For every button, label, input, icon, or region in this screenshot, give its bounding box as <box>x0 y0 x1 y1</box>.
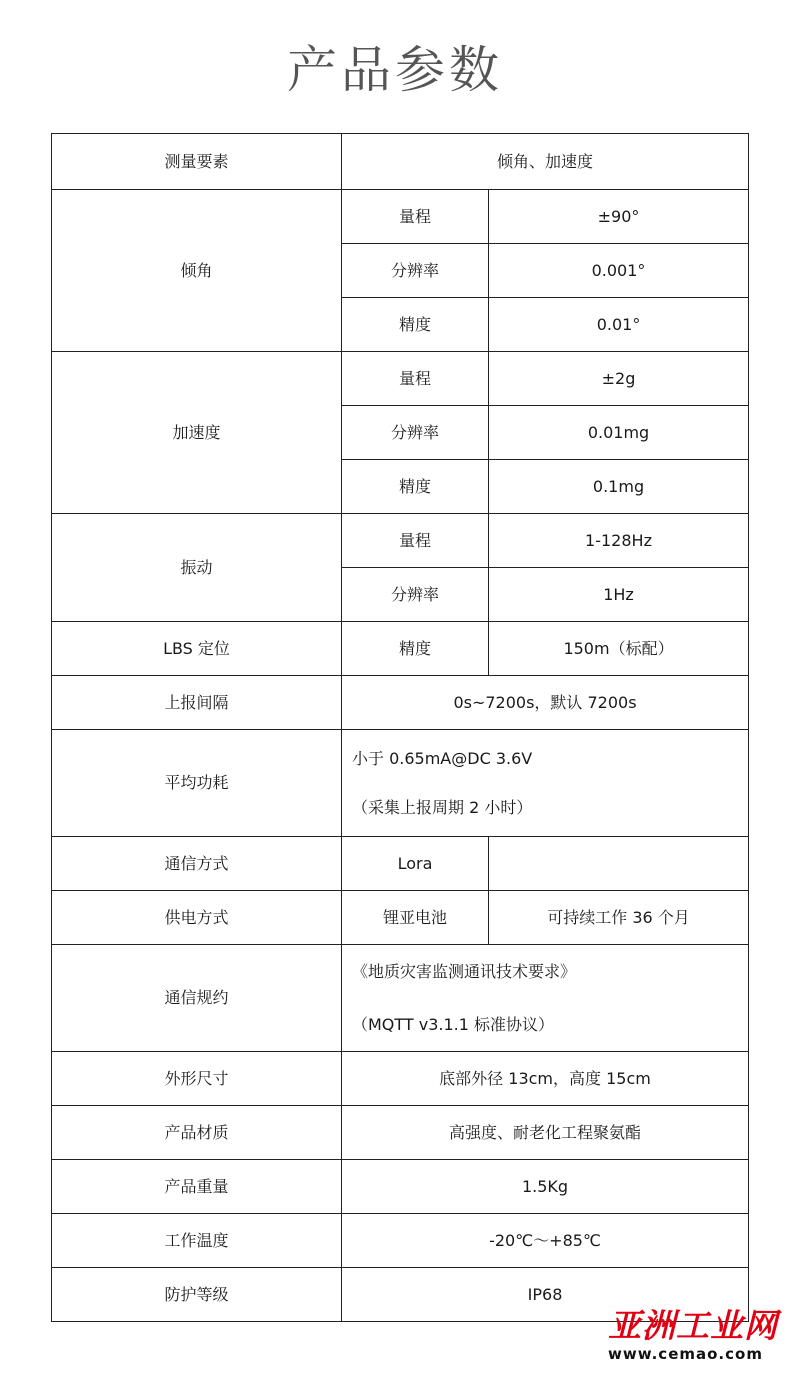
row-label-protocol: 通信规约 <box>52 945 342 1052</box>
watermark <box>608 1308 783 1368</box>
row-label-weight: 产品重量 <box>52 1160 342 1214</box>
accel-range-key: 量程 <box>342 352 489 406</box>
table-row <box>52 1160 749 1214</box>
lbs-accuracy-value: 150m（标配） <box>489 622 749 676</box>
accel-accuracy-value: 0.1mg <box>489 460 749 514</box>
row-label-lbs: LBS 定位 <box>52 622 342 676</box>
watermark-logo: 亚洲工业网 <box>608 1306 778 1345</box>
protocol-line-1: 《地质灾害监测通讯技术要求》 <box>352 961 577 981</box>
row-value-ip: IP68 <box>342 1268 749 1322</box>
table-row <box>52 190 749 244</box>
row-label-accel: 加速度 <box>52 352 342 514</box>
row-value-material: 高强度、耐老化工程聚氨酯 <box>342 1106 749 1160</box>
row-label-material: 产品材质 <box>52 1106 342 1160</box>
accel-range-value: ±2g <box>489 352 749 406</box>
row-value-size: 底部外径 13cm，高度 15cm <box>342 1052 749 1106</box>
row-value-weight: 1.5Kg <box>342 1160 749 1214</box>
row-label-power: 平均功耗 <box>52 730 342 837</box>
comm-value <box>489 837 749 891</box>
row-label-ip: 防护等级 <box>52 1268 342 1322</box>
tilt-range-key: 量程 <box>342 190 489 244</box>
watermark-url: www.cemao.com <box>608 1345 763 1363</box>
vib-resolution-value: 1Hz <box>489 568 749 622</box>
row-value-protocol <box>342 945 749 1052</box>
page-title: 产品参数 <box>287 41 503 99</box>
table-row <box>52 134 749 190</box>
row-value-power <box>342 730 749 837</box>
table-row <box>52 1214 749 1268</box>
accel-resolution-value: 0.01mg <box>489 406 749 460</box>
row-label-size: 外形尺寸 <box>52 1052 342 1106</box>
row-value-temp: -20℃～+85℃ <box>342 1214 749 1268</box>
row-label-measure: 测量要素 <box>52 134 342 190</box>
table-row <box>52 891 749 945</box>
tilt-accuracy-value: 0.01° <box>489 298 749 352</box>
row-label-supply: 供电方式 <box>52 891 342 945</box>
table-row <box>52 730 749 837</box>
table-row <box>52 837 749 891</box>
supply-key: 锂亚电池 <box>342 891 489 945</box>
vib-resolution-key: 分辨率 <box>342 568 489 622</box>
table-row <box>52 945 749 1052</box>
table-row <box>52 514 749 568</box>
comm-key: Lora <box>342 837 489 891</box>
row-label-temp: 工作温度 <box>52 1214 342 1268</box>
lbs-accuracy-key: 精度 <box>342 622 489 676</box>
tilt-range-value: ±90° <box>489 190 749 244</box>
power-line-1: 小于 0.65mA@DC 3.6V <box>352 748 533 768</box>
power-line-2: （采集上报周期 2 小时） <box>352 798 533 817</box>
row-label-vibration: 振动 <box>52 514 342 622</box>
table-row <box>52 1052 749 1106</box>
row-value-report: 0s~7200s，默认 7200s <box>342 676 749 730</box>
table-row <box>52 676 749 730</box>
table-row <box>52 622 749 676</box>
accel-resolution-key: 分辨率 <box>342 406 489 460</box>
row-label-report: 上报间隔 <box>52 676 342 730</box>
protocol-line-2: （MQTT v3.1.1 标准协议） <box>352 1015 555 1034</box>
table-row <box>52 352 749 406</box>
supply-value: 可持续工作 36 个月 <box>489 891 749 945</box>
tilt-resolution-key: 分辨率 <box>342 244 489 298</box>
tilt-accuracy-key: 精度 <box>342 298 489 352</box>
row-label-tilt: 倾角 <box>52 190 342 352</box>
vib-range-value: 1-128Hz <box>489 514 749 568</box>
tilt-resolution-value: 0.001° <box>489 244 749 298</box>
accel-accuracy-key: 精度 <box>342 460 489 514</box>
row-label-comm: 通信方式 <box>52 837 342 891</box>
spec-table <box>51 133 749 1322</box>
row-value-measure: 倾角、加速度 <box>342 134 749 190</box>
vib-range-key: 量程 <box>342 514 489 568</box>
table-row <box>52 1106 749 1160</box>
